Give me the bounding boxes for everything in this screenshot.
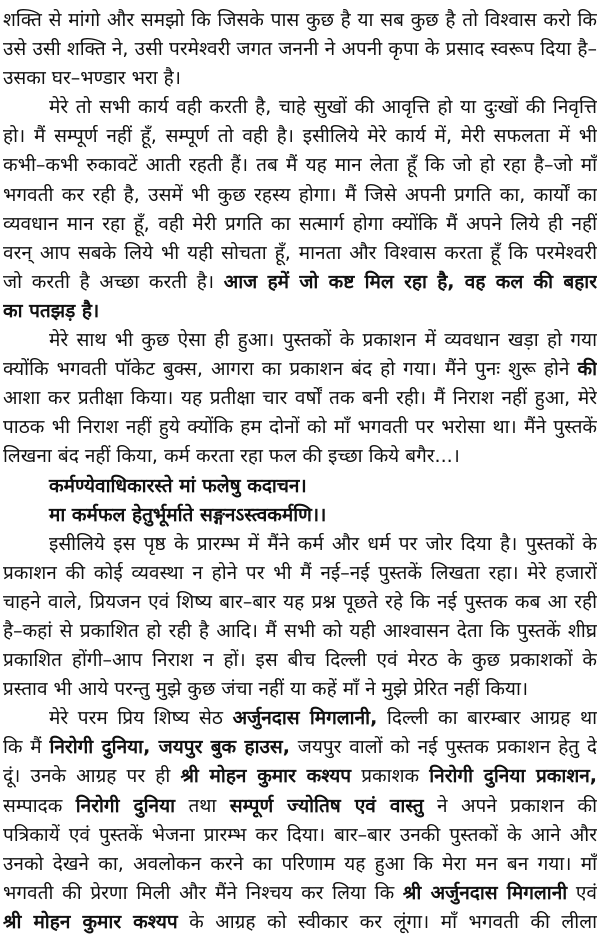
bold-text-segment: का पतझड़ है।	[3, 299, 100, 322]
text-line	[3, 442, 597, 471]
text-line	[3, 704, 597, 733]
text-segment: मेरे परम प्रिय शिष्य सेठ	[49, 707, 233, 730]
text-segment: क्योंकि भगवती पॉकेट बुक्स, आगरा का प्रकाशन बंद हो गया। मैंने पुनः शुरू होने	[3, 358, 578, 381]
text-line	[3, 355, 597, 384]
text-line	[3, 181, 597, 210]
text-line	[3, 151, 597, 180]
text-segment: हो। मैं सम्पूर्ण नहीं हूँ, सम्पूर्ण तो वही है। इसीलिये मेरे कार्य में, मेरी सफलता में भी	[3, 125, 597, 148]
text-segment: मेरे साथ भी कुछ ऐसा ही हुआ। पुस्तकों के प्रकाशन में व्यवधान खड़ा हो गया	[49, 329, 597, 352]
text-segment: ने अपने प्रकाशन की	[423, 794, 597, 817]
text-segment: भगवती कर रही है, उसमें भी कुछ रहस्य होगा। मैं जिसे अपनी प्रगति का, कार्यों का	[3, 183, 597, 206]
text-segment: एवं	[567, 881, 597, 904]
bold-text-segment: निरोगी दुनिया	[75, 794, 176, 817]
text-line	[3, 792, 597, 821]
text-line	[3, 733, 597, 762]
text-segment: व्यवधान मान रहा हूँ, वही मेरी प्रगति का सत्मार्ग होगा क्योंकि मैं अपने लिये ही नहीं	[3, 212, 597, 235]
text-line	[3, 821, 597, 850]
text-line	[3, 35, 597, 64]
bold-text-segment: निरोगी दुनिया, जयपुर बुक हाउस,	[49, 736, 290, 759]
text-line	[3, 879, 597, 908]
text-segment: दिल्ली का बारम्बार आग्रह था	[377, 707, 597, 730]
text-line	[3, 472, 597, 501]
text-line	[3, 588, 597, 617]
text-line	[3, 501, 597, 530]
text-line	[3, 762, 597, 791]
text-line	[3, 93, 597, 122]
text-line	[3, 239, 597, 268]
bold-text-segment: श्री अर्जुनदास मिगलानी	[402, 881, 568, 904]
text-segment: जो करती है अच्छा करती है।	[3, 270, 224, 293]
text-segment: उसका घर–भण्डार भरा है।	[3, 67, 181, 90]
text-segment: कभी–कभी रुकावटें आती रहती हैं। तब मैं यह मान लेता हूँ कि जो हो रहा है–जो माँ	[3, 154, 597, 177]
text-segment: इसीलिये इस पृष्ठ के प्रारम्भ में मैंने कर्म और धर्म पर जोर दिया है। पुस्तकों के	[49, 532, 597, 555]
text-segment: भगवती की प्रेरणा मिली और मैंने निश्चय कर लिया कि	[3, 881, 403, 904]
text-line	[3, 384, 597, 413]
bold-text-segment: श्री मोहन कुमार कश्यप	[180, 765, 352, 788]
bold-text-segment: आज हमें जो कष्ट मिल रहा है, वह कल की बहार	[223, 270, 597, 293]
text-segment: प्रस्ताव भी आये परन्तु मुझे कुछ जंचा नहीं या कहें माँ ने मुझे प्रेरित नहीं किया।	[3, 678, 529, 701]
bold-text-segment: निरोगी दुनिया प्रकाशन,	[429, 765, 597, 788]
bold-text-segment: सम्पूर्ण ज्योतिष एवं वास्तु	[229, 794, 424, 817]
text-segment: प्रकाशन की कोई व्यवस्था न होने पर भी मैं नई–नई पुस्तकें लिखता रहा। मेरे हजारों	[3, 561, 597, 584]
text-line	[3, 646, 597, 675]
text-segment: प्रकाशक	[351, 765, 430, 788]
text-segment: सम्पादक	[3, 794, 76, 817]
bold-text-segment: अर्जुनदास मिगलानी,	[232, 707, 378, 730]
text-segment: उसे उसी शक्ति ने, उसी परमेश्वरी जगत जननी ने अपनी कृपा के प्रसाद स्वरूप दिया है–	[3, 38, 597, 61]
bold-text-segment: कर्मण्येवाधिकारस्ते मां फलेषु कदाचन।	[49, 474, 307, 497]
text-line	[3, 559, 597, 588]
text-line	[3, 210, 597, 239]
text-line	[3, 297, 597, 326]
text-segment: शक्ति से मांगो और समझो कि जिसके पास कुछ है या सब कुछ है तो विश्वास करो कि	[3, 9, 597, 31]
bold-text-segment: श्री मोहन कुमार कश्यप	[3, 910, 178, 933]
text-line	[3, 326, 597, 355]
bold-text-segment: मा कर्मफल हेतुर्भूर्माते सङ्गनऽस्त्वकर्मणि।।	[49, 503, 327, 526]
text-segment: है–कहां से प्रकाशित हो रही है आदि। मैं सभी को यही आश्वासन देता कि पुस्तकें शीघ्र	[3, 619, 597, 642]
text-line	[3, 675, 597, 704]
text-segment: दूं। उनके आग्रह पर ही	[3, 765, 181, 788]
bold-text-segment: की	[577, 358, 597, 381]
text-segment: प्रकाशित होंगी–आप निराश न हों। इस बीच दिल्ली एवं मेरठ के कुछ प्रकाशकों के	[3, 649, 597, 672]
text-line	[3, 268, 597, 297]
text-segment: के आग्रह को स्वीकार कर लूंगा। माँ भगवती की लीला	[177, 910, 597, 933]
text-line	[3, 6, 597, 35]
text-segment: लिखना बंद नहीं किया, कर्म करता रहा फल की इच्छा किये बगैर...।	[3, 445, 460, 468]
text-segment: वरन् आप सबके लिये भी यही सोचता हूँ, मानता और विश्वास करता हूँ कि परमेश्वरी	[3, 241, 597, 264]
text-segment: पाठक भी निराश नहीं हुये क्योंकि हम दोनों को माँ भगवती पर भरोसा था। मैंने पुस्तकें	[3, 416, 597, 439]
text-line	[3, 122, 597, 151]
text-segment: पत्रिकायें एवं पुस्तकें भेजना प्रारम्भ कर दिया। बार–बार उनकी पुस्तकों के आने और	[3, 823, 597, 846]
text-segment: उनको देखने का, अवलोकन करने का परिणाम यह हुआ कि मेरा मन बन गया। माँ	[3, 852, 597, 875]
text-line	[3, 64, 597, 93]
text-segment: चाहने वाले, प्रियजन एवं शिष्य बार–बार यह प्रश्न पूछते रहे कि नई पुस्तक कब आ रही	[3, 590, 597, 613]
text-segment: तथा	[175, 794, 230, 817]
text-line	[3, 850, 597, 879]
text-segment: आशा कर प्रतीक्षा किया। यह प्रतीक्षा चार वर्षों तक बनी रही। मैं निराश नहीं हुआ, मेरे	[3, 387, 597, 410]
text-line	[3, 530, 597, 559]
text-segment: कि मैं	[3, 736, 50, 759]
text-line	[3, 617, 597, 646]
text-segment: जयपुर वालों को नई पुस्तक प्रकाशन हेतु दे	[289, 736, 597, 759]
text-line	[3, 908, 597, 937]
text-segment: मेरे तो सभी कार्य वही करती है, चाहे सुखों की आवृत्ति हो या दुःखों की निवृत्ति	[49, 96, 597, 119]
text-line	[3, 413, 597, 442]
